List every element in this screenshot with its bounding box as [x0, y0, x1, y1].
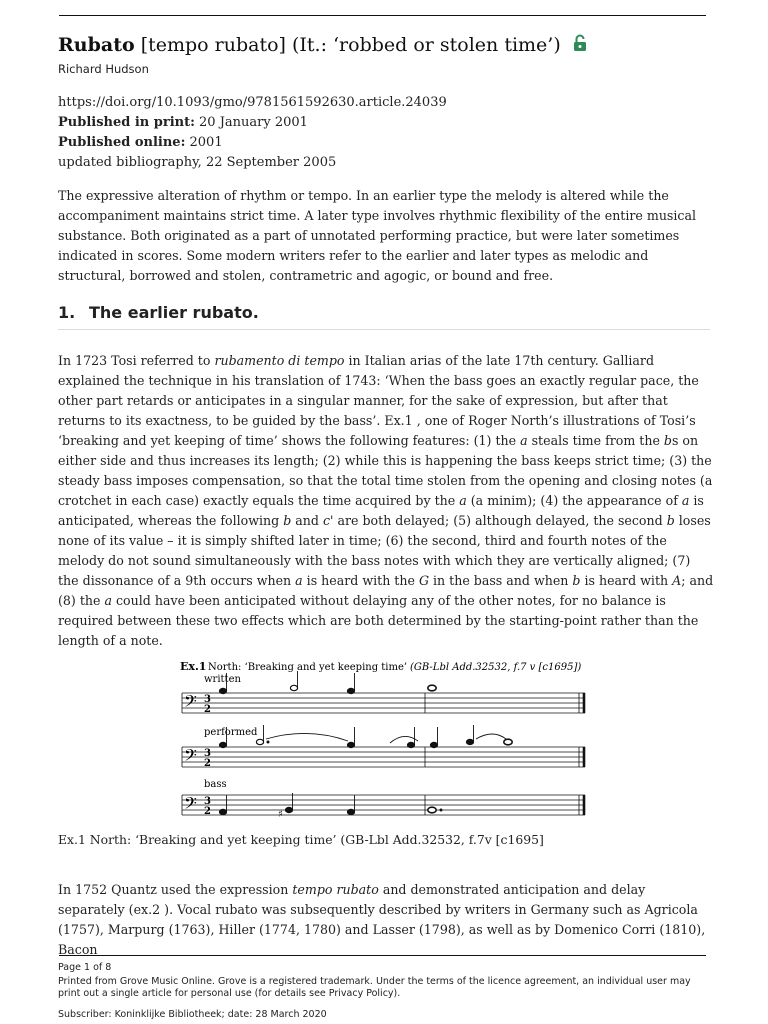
note-name: G: [418, 573, 429, 588]
text-run: is heard with: [580, 573, 673, 588]
published-online: [58, 133, 223, 153]
text-run: is heard with the: [302, 573, 419, 588]
note-name: a: [104, 593, 112, 608]
author-name: Richard Hudson: [58, 62, 149, 76]
text-run: loses none of its value – it is simply shifted later in time; (6) the second, third and fourth notes of the melody do not sound simultaneously with the bass notes with which they are vertically aligned; (7) the dissonance of a 9th occurs when: [58, 513, 711, 588]
updated-bibliography: updated bibliography, 22 September 2005: [58, 155, 337, 170]
note-name: a: [459, 493, 467, 508]
time-sig-bottom: 2: [204, 704, 211, 715]
note-name: a: [295, 573, 303, 588]
note-name: b: [283, 513, 292, 528]
time-sig-top: 3: [204, 748, 211, 759]
italic-term: rubamento di tempo: [214, 353, 345, 368]
note-name: b: [572, 573, 581, 588]
music-example-figure: [178, 655, 590, 817]
published-print-value: 20 January 2001: [194, 115, 308, 130]
text-run: steals time from the: [527, 433, 664, 448]
note-name: a: [681, 493, 690, 508]
staff-label-written: written: [204, 674, 241, 685]
text-run: is anticipated, whereas the following: [58, 493, 704, 528]
time-sig-bottom: 2: [204, 806, 211, 817]
note-name: b: [666, 513, 675, 528]
figure-ex-label: Ex.1: [180, 660, 207, 673]
top-rule: [59, 15, 706, 16]
bass-clef-icon: 𝄢: [184, 691, 197, 715]
title-headword: Rubato: [58, 34, 135, 56]
section-title: The earlier rubato.: [89, 303, 259, 322]
section-divider: [58, 329, 710, 330]
third-paragraph: [58, 880, 714, 960]
note-name: A: [672, 573, 682, 588]
subscriber-line: Subscriber: Koninklijke Bibliotheek; date: 28 March 2020: [58, 1009, 327, 1020]
bass-clef-icon: 𝄢: [184, 745, 197, 769]
text-run: In 1752 Quantz used the expression: [58, 882, 293, 897]
staff-label-bass: bass: [204, 779, 227, 790]
note-name: a: [520, 433, 528, 448]
published-online-label: Published online:: [58, 135, 186, 150]
intro-paragraph: [58, 186, 714, 286]
body-paragraph: [58, 351, 714, 651]
figure-source: (GB-Lbl Add.32532, f.7 v [c1695]): [410, 662, 582, 673]
time-sig-bottom: 2: [204, 758, 211, 769]
published-print: [58, 113, 308, 133]
unlocked-padlock-icon: [573, 34, 587, 57]
text-run: (a minim); (4) the appearance of: [466, 493, 682, 508]
article-title: [58, 34, 587, 57]
staff-label-performed: performed: [204, 727, 258, 738]
text-run: could have been anticipated without delaying any of the other notes, for no balance is required between these two effects which are both determined by the starting-point rather than the length of a note.: [58, 593, 699, 648]
text-run: s on either side and thus increases its length; (2) while this is happening the bass keeps strict time; (3) the steady bass imposes compensation, so that the total time stolen from the opening and closing notes (a crotchet in each case) exactly equals the time acquired by the: [58, 433, 713, 508]
performed-notes: [219, 725, 512, 748]
text-run: are both delayed; (5) although delayed, the second: [333, 513, 667, 528]
time-sig-top: 3: [204, 694, 211, 705]
note-name: c': [322, 513, 334, 528]
section-heading: [58, 303, 259, 322]
section-number: 1.: [58, 303, 76, 322]
page-number: Page 1 of 8: [58, 962, 112, 973]
staff-written: [182, 693, 585, 713]
text-run: and: [291, 513, 323, 528]
published-print-label: Published in print:: [58, 115, 195, 130]
bass-clef-icon: 𝄢: [184, 793, 197, 817]
text-run: and demonstrated anticipation and delay separately (ex.2 ). Vocal rubato was subsequently described by writers in Germany such as Agricola (1757), Marpurg (1763), Hiller (1774, 1780) and Lasser (1798), as well as by Domenico Corri (1810), Bacon: [58, 882, 706, 957]
figure-title: North: ‘Breaking and yet keeping time’: [208, 662, 408, 673]
staff-performed: [182, 747, 585, 767]
written-notes: [219, 671, 436, 694]
italic-term: tempo rubato: [292, 882, 379, 897]
title-rest: [tempo rubato] (It.: ‘robbed or stolen time’): [134, 34, 561, 56]
doi-link[interactable]: https://doi.org/10.1093/gmo/9781561592630.article.24039: [58, 95, 447, 110]
text-run: in Italian arias of the late 17th century. Galliard explained the technique in his translation of 1743: ‘When the bass goes an exactly regular pace, the other part retards or anticipates in a singular manner, for the sake of expression, but after that returns to its exactness, to be guided by the bass’. Ex.1 , one of Roger North’s illustrations of Tosi’s ‘breaking and yet keeping of time’ shows the following features: (1) the: [58, 353, 699, 448]
figure-caption: Ex.1 North: ‘Breaking and yet keeping time’ (GB-Lbl Add.32532, f.7v [c1695]: [58, 832, 544, 847]
staff-bass: [182, 795, 585, 815]
text-run: In 1723 Tosi referred to: [58, 353, 215, 368]
print-notice: Printed from Grove Music Online. Grove is a registered trademark. Under the terms of the licence agreement, an individual user may print out a single article for personal use (for details see Privacy Policy).: [58, 976, 691, 999]
text-run: ; and (8) the: [58, 573, 714, 608]
text-run: in the bass and when: [429, 573, 573, 588]
time-sig-top: 3: [204, 796, 211, 807]
note-name: b: [663, 433, 672, 448]
sharp-icon: ♯: [278, 809, 283, 817]
intro-text: The expressive alteration of rhythm or tempo. In an earlier type the melody is altered while the accompaniment maintains strict time. A later type involves rhythmic flexibility of the entire musical substance. Both originated as a part of unnotated performing practice, but were later sometimes indicated in scores. Some modern writers refer to the earlier and later types as melodic and structural, borrowed and stolen, contrametric and agogic, or bound and free.: [58, 188, 697, 283]
published-online-value: 2001: [185, 135, 223, 150]
footer-rule: [59, 955, 706, 956]
